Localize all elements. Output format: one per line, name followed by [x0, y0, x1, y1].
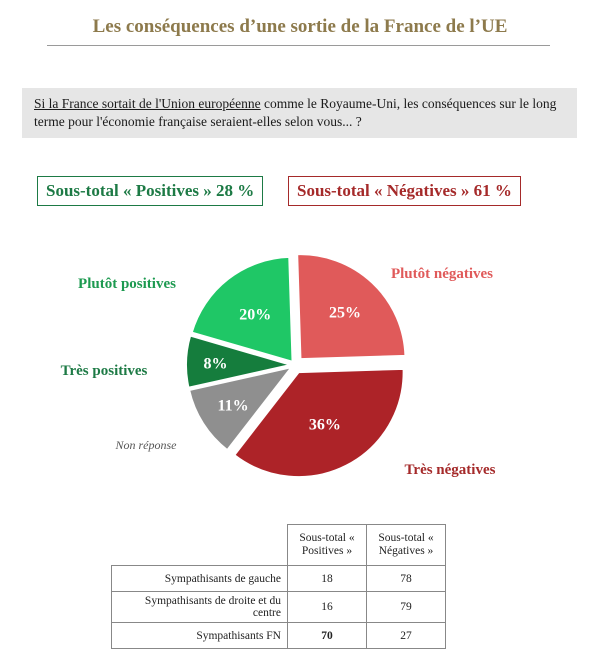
row-label: Sympathisants de droite et du centre [112, 592, 288, 623]
question-text: comme le Royaume-Uni, les conséquences sur le long terme pour l'économie française seraient-elles selon vous... ? [34, 96, 557, 129]
table-header-row [112, 525, 446, 566]
sympathisants-table [111, 524, 446, 649]
pie-chart [0, 230, 600, 500]
cell-positive: 18 [288, 566, 367, 592]
page-title: Les conséquences d’une sortie de la France de l’UE [92, 16, 508, 37]
subtotal-positive-box: Sous-total « Positives » 28 % [37, 176, 263, 206]
cell-positive: 70 [288, 623, 367, 649]
pie-slice-value: 8% [203, 355, 228, 373]
pie-slice-label: Plutôt négatives [390, 266, 494, 282]
table-corner [112, 525, 288, 566]
row-label: Sympathisants FN [112, 623, 288, 649]
pie-slice-label: Plutôt positives [78, 276, 176, 292]
row-label: Sympathisants de gauche [112, 566, 288, 592]
pie-slice-value: 25% [329, 304, 362, 322]
table-header-positive: Sous-total « Positives » [288, 525, 367, 566]
cell-negative: 27 [367, 623, 446, 649]
pie-slice-label: Non réponse [115, 438, 177, 452]
pie-slice-value: 20% [239, 306, 272, 324]
table-row [112, 566, 446, 592]
pie-slice-value: 11% [217, 397, 249, 415]
pie-slice-label: Très négatives [404, 462, 496, 478]
cell-negative: 78 [367, 566, 446, 592]
table-row [112, 592, 446, 623]
question-box [22, 88, 577, 138]
pie-slice-value: 36% [308, 416, 341, 434]
pie-slice-label: Très positives [60, 363, 148, 379]
cell-negative: 79 [367, 592, 446, 623]
question-underlined: Si la France sortait de l'Union européenne [34, 96, 261, 111]
title-divider [47, 45, 550, 46]
table-header-negative: Sous-total « Négatives » [367, 525, 446, 566]
table-row [112, 623, 446, 649]
subtotal-negative-box: Sous-total « Négatives » 61 % [288, 176, 521, 206]
cell-positive: 16 [288, 592, 367, 623]
